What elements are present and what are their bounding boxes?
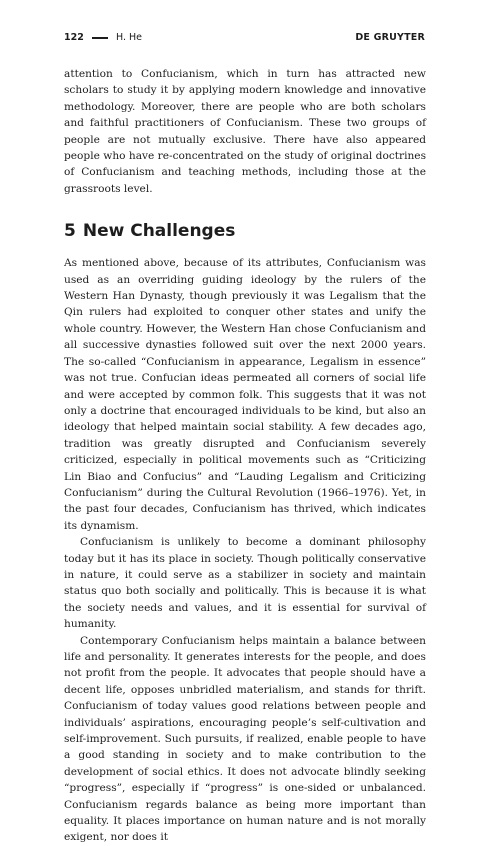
section-title: New Challenges bbox=[82, 221, 236, 242]
running-header bbox=[64, 32, 425, 44]
intro-paragraph: attention to Confucianism, which in turn has attracted new scholars to study it by applying modern knowledge and innovative methodology. Moreover, there are people who are both scholars and faithful practitioners of Confucianism. These two groups of people are not mutually exclusive. There have also appeared people who have re-concentrated on the study of original doctrines of Confucianism and teaching methods, including those at the grassroots level. bbox=[64, 68, 426, 195]
page-number: 122 bbox=[64, 32, 84, 43]
body-paragraph: Confucianism is unlikely to become a dominant philosophy today but it has its place in society. Though politically conservative in nature, it could serve as a stabilizer in society and maintain status quo both socially and politically. This is because it is what the society needs and values, and it is essential for survival of humanity. bbox=[64, 536, 426, 631]
header-rule bbox=[92, 37, 108, 39]
main-text bbox=[64, 66, 426, 846]
body-paragraph: As mentioned above, because of its attributes, Confucianism was used as an overriding guiding ideology by the rulers of the Western Han Dynasty, though previously it was Legalism that the Qin rulers had exploited to conquer other states and unify the whole country. However, the Western Han chose Confucianism and all successive dynasties followed suit over the next 2000 years. The so-called “Confucianism in appearance, Legalism in essence” was not true. Confucian ideas permeated all corners of social life and were accepted by common folk. This suggests that it was not only a doctrine that encouraged individuals to be kind, but also an ideology that helped maintain social stability. A few decades ago, tradition was greatly disrupted and Confucianism severely criticized, especially in political movements such as “Criticizing Lin Biao and Confucius” and “Lauding Legalism and Criticizing Confucianism” during the Cultural Revolution (1966–1976). Yet, in the past four decades, Confucianism has thrived, which indicates its dynamism. bbox=[64, 257, 426, 532]
running-author: H. He bbox=[116, 32, 143, 43]
body-paragraph: Contemporary Confucianism helps maintain a balance between life and personality. It generates interests for the people, and does not profit from the people. It advocates that people should have a decent life, opposes unbridled materialism, and stands for thrift. Confucianism of today values good relations between people and individuals’ aspirations, encouraging people’s self-cultivation and self-improvement. Such pursuits, if realized, enable people to have a good standing in society and to make contribution to the development of social ethics. It does not advocate blindly seeking “progress”, especially if “progress” is one-sided or unbalanced. Confucianism regards balance as being more important than equality. It places importance on human nature and is not morally exigent, nor does it bbox=[64, 634, 426, 844]
section-heading bbox=[64, 220, 426, 242]
section-number: 5 bbox=[64, 221, 76, 242]
publisher-name: DE GRUYTER bbox=[355, 32, 425, 43]
